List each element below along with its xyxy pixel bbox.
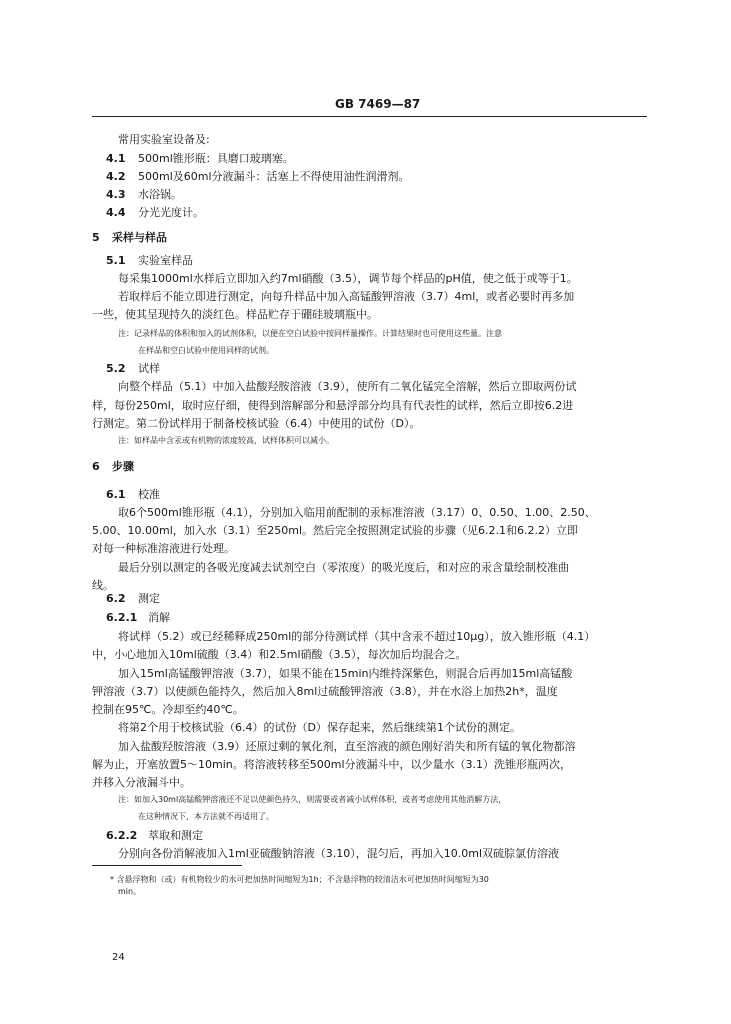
section-6-1-line: 线。 [92, 579, 114, 592]
item-4-1-text: 500ml锥形瓶：具磨口玻璃塞。 [138, 152, 294, 165]
section-6-1-line: 对每一种标准溶液进行处理。 [92, 542, 235, 555]
section-5-2-number: 5.2 [106, 362, 126, 375]
section-6-2-1-title: 消解 [148, 611, 170, 624]
section-5-1-line: 每采集1000ml水样后立即加入约7ml硝酸（3.5），调节每个样品的pH值，使之低于或等于1。 [118, 272, 578, 285]
note-5-2: 注：如样品中含汞或有机物的浓度较高，试样体积可以减小。 [118, 436, 334, 445]
section-5-1-line: 一些，使其呈现持久的淡红色。样品贮存于硼硅玻璃瓶中。 [92, 308, 378, 321]
section-5-2-line: 样，每份250ml，取时应仔细，使得到溶解部分和悬浮部分均具有代表性的试样，然后立即按6.2进 [92, 399, 574, 412]
intro-text: 常用实验室设备及: [118, 133, 210, 146]
item-4-2-text: 500ml及60ml分液漏斗：活塞上不得使用油性润滑剂。 [138, 170, 410, 183]
section-6-2-1-line: 解为止，开塞放置5～10min。将溶液转移至500ml分液漏斗中，以少量水（3.1）洗锥形瓶两次， [92, 758, 571, 771]
item-4-3-text: 水浴锅。 [138, 188, 182, 201]
section-6-2-number: 6.2 [106, 592, 126, 605]
note-5-1-line: 在样品和空白试验中使用同样的试剂。 [138, 346, 274, 355]
section-5-2-line: 行测定。第二份试样用于制备校核试验（6.4）中使用的试份（D）。 [92, 417, 421, 430]
footnote-line: min。 [118, 887, 142, 896]
section-6-2-1-line: 将第2个用于校核试验（6.4）的试份（D）保存起来，然后继续第1个试份的测定。 [118, 721, 521, 734]
section-5-1-title: 实验室样品 [138, 254, 193, 267]
section-6-title: 步骤 [112, 460, 134, 473]
item-4-4-text: 分光光度计。 [138, 206, 204, 219]
footnote-line: * 含悬浮物和（或）有机物较少的水可把加热时间缩短为1h；不含悬浮物的较清洁水可把加热时间缩短为30 [110, 875, 489, 884]
note-5-1-line: 注：记录样品的体积和加入的试剂体积，以便在空白试验中按同样量操作。计算结果时也可使用这些量。注意 [118, 329, 502, 338]
item-4-4-number: 4.4 [106, 206, 126, 219]
section-6-1-line: 5.00、10.00ml，加入水（3.1）至250ml。然后完全按照测定试验的步骤（见6.2.1和6.2.2）立即 [92, 524, 578, 537]
section-6-2-2-line: 分别向各份消解液加入1ml亚硫酸钠溶液（3.10），混匀后，再加入10.0ml双硫腙氯仿溶液 [118, 847, 560, 860]
item-4-3-number: 4.3 [106, 188, 126, 201]
section-6-2-1-line: 加入盐酸羟胺溶液（3.9）还原过剩的氧化剂，直至溶液的颜色刚好消失和所有锰的氧化物都溶 [118, 740, 576, 753]
section-5-2-line: 向整个样品（5.1）中加入盐酸羟胺溶液（3.9），使所有二氧化锰完全溶解，然后立即取两份试 [118, 380, 577, 393]
header-rule [92, 116, 647, 117]
section-6-1-number: 6.1 [106, 488, 126, 501]
header-title: GB 7469—87 [335, 97, 421, 111]
section-6-2-1-line: 中，小心地加入10ml硫酸（3.4）和2.5ml硝酸（3.5），每次加后均混合之。 [92, 648, 467, 661]
section-6-1-title: 校准 [138, 488, 160, 501]
section-6-2-1-line: 将试样（5.2）或已经稀释成250ml的部分待测试样（其中含汞不超过10μg），放入锥形瓶（4.1） [118, 630, 596, 643]
section-6-2-2-title: 萃取和测定 [148, 829, 203, 842]
section-5-2-title: 试样 [138, 362, 160, 375]
note-6-2-1-line: 注：如加入30ml高锰酸钾溶液还不足以使颜色持久，则需要或者减小试样体积，或者考虑使用其他消解方法， [118, 795, 507, 804]
section-5-number: 5 [92, 231, 100, 244]
page-number: 24 [112, 952, 125, 963]
section-6-2-1-number: 6.2.1 [106, 611, 138, 624]
section-5-1-line: 若取样后不能立即进行测定，向每升样品中加入高锰酸钾溶液（3.7）4ml，或者必要时再多加 [118, 290, 575, 303]
section-6-1-line: 最后分别以测定的各吸光度减去试剂空白（零浓度）的吸光度后，和对应的汞含量绘制校准曲 [118, 561, 569, 574]
section-6-1-line: 取6个500ml锥形瓶（4.1），分别加入临用前配制的汞标准溶液（3.17）0、0.50、1.00、2.50、 [118, 506, 596, 519]
section-5-1-number: 5.1 [106, 254, 126, 267]
section-6-2-1-line: 钾溶液（3.7）以使颜色能持久，然后加入8ml过硫酸钾溶液（3.8），并在水浴上加热2h*，温度 [92, 685, 558, 698]
footnote-rule [92, 865, 242, 866]
section-6-2-title: 测定 [138, 592, 160, 605]
section-6-2-1-line: 控制在95℃。冷却至约40℃。 [92, 703, 244, 716]
section-5-title: 采样与样品 [112, 231, 167, 244]
item-4-1-number: 4.1 [106, 152, 126, 165]
section-6-number: 6 [92, 460, 100, 473]
item-4-2-number: 4.2 [106, 170, 126, 183]
note-6-2-1-line: 在这种情况下，本方法就不再适用了。 [138, 812, 274, 821]
section-6-2-2-number: 6.2.2 [106, 829, 138, 842]
section-6-2-1-line: 加入15ml高锰酸钾溶液（3.7），如果不能在15min内维持深紫色，则混合后再加15ml高锰酸 [118, 667, 573, 680]
section-6-2-1-line: 并移入分液漏斗中。 [92, 776, 191, 789]
